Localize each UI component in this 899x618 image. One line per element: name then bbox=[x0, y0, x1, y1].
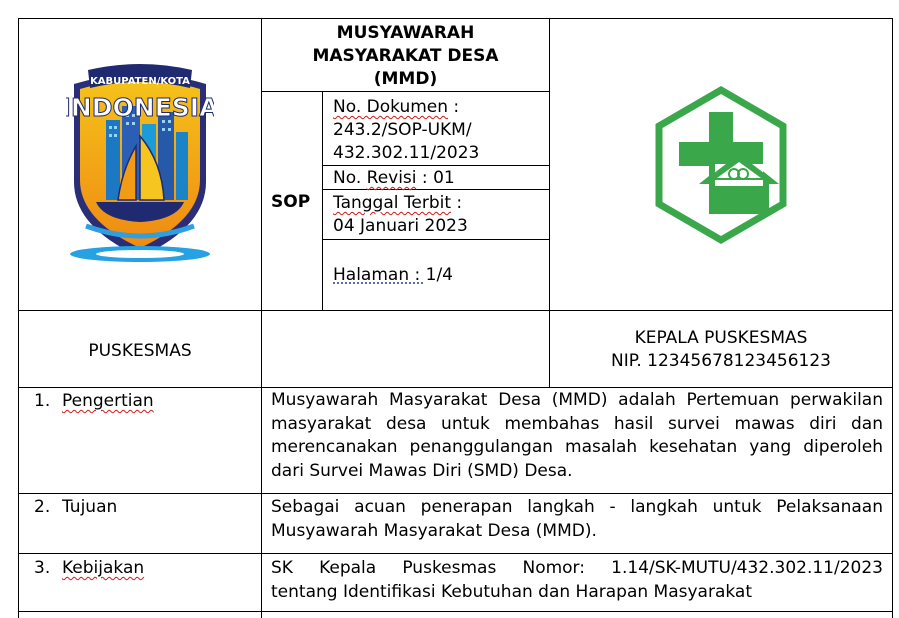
page-colon: : bbox=[409, 265, 426, 285]
section-3-text bbox=[271, 557, 883, 604]
puskesmas-emblem-icon bbox=[651, 84, 791, 246]
document-number-label-text: No. Dokumen bbox=[333, 97, 449, 117]
signature-bottom-divider bbox=[18, 387, 893, 388]
svg-text:INDONESIA: INDONESIA bbox=[66, 93, 214, 122]
header-bottom-divider bbox=[18, 310, 893, 311]
document-number-value-line-2: 432.302.11/2023 bbox=[333, 143, 480, 163]
head-nip: NIP. 12345678123456123 bbox=[610, 351, 831, 371]
meta-divider-2 bbox=[322, 189, 550, 190]
puskesmas-name: PUSKESMAS bbox=[88, 341, 192, 361]
sop-label: SOP bbox=[271, 192, 311, 212]
head-title: KEPALA PUSKESMAS bbox=[634, 328, 808, 348]
section-1-line-2: masyarakat desa untuk membahas hasil survei mawas diri dan bbox=[271, 413, 883, 434]
section-2-bottom-divider bbox=[18, 553, 893, 554]
column-divider-1 bbox=[261, 18, 262, 618]
section-3-number: 3. bbox=[34, 558, 51, 578]
page-label bbox=[333, 265, 426, 285]
document-number-value-line-1: 243.2/SOP-UKM/ bbox=[333, 120, 472, 140]
issue-date-label-text: Tanggal Terbit bbox=[333, 193, 452, 213]
section-1-bottom-divider bbox=[18, 493, 893, 494]
section-1-line-3: merencanakan penanggulangan masalah kesehatan yang diperoleh bbox=[271, 437, 883, 457]
revision-colon: : bbox=[416, 168, 434, 188]
revision-label: Revisi bbox=[366, 168, 417, 188]
issue-date-label bbox=[333, 192, 462, 214]
document-title-line-2: MASYARAKAT DESA bbox=[312, 46, 499, 66]
revision-label-prefix: No. bbox=[333, 168, 367, 188]
puskesmas-logo bbox=[651, 84, 791, 246]
page-label-text: Halaman bbox=[333, 265, 410, 285]
section-3-bottom-divider bbox=[18, 611, 893, 612]
title-row-divider bbox=[261, 91, 550, 92]
table-border-left bbox=[18, 18, 19, 618]
section-3-line-1: SK Kepala Puskesmas Nomor: 1.14/SK-MUTU/432.302.11/2023 bbox=[271, 558, 883, 578]
section-1-text bbox=[271, 389, 883, 483]
meta-divider-3 bbox=[322, 239, 550, 240]
document-title-line-1: MUSYAWARAH bbox=[336, 23, 475, 43]
svg-text:KABUPATEN/KOTA: KABUPATEN/KOTA bbox=[90, 76, 190, 87]
regency-logo bbox=[66, 62, 214, 264]
section-1-number: 1. bbox=[34, 391, 51, 411]
page-value: 1/4 bbox=[425, 265, 453, 285]
section-1-line-4: dari Survei Mawas Diri (SMD) Desa. bbox=[271, 460, 573, 481]
section-2-line-2: Musyawarah Masyarakat Desa (MMD). bbox=[271, 520, 597, 541]
issue-date-value: 04 Januari 2023 bbox=[333, 216, 468, 236]
sop-column-divider bbox=[322, 91, 323, 310]
meta-divider-1 bbox=[322, 165, 550, 166]
document-title-line-3: (MMD) bbox=[373, 69, 438, 89]
section-2-number: 2. bbox=[34, 497, 51, 517]
section-2-text bbox=[271, 496, 883, 543]
section-1-line-1: Musyawarah Masyarakat Desa (MMD) adalah Pertemuan perwakilan bbox=[271, 390, 883, 410]
regency-emblem-icon bbox=[66, 62, 214, 264]
table-border-top bbox=[18, 18, 893, 19]
document-number-label bbox=[333, 96, 459, 118]
revision-value: 01 bbox=[433, 168, 455, 188]
section-3-line-2: tentang Identifikasi Kebutuhan dan Harapan Masyarakat bbox=[271, 581, 753, 602]
section-3-label: Kebijakan bbox=[62, 558, 145, 578]
page-row bbox=[333, 264, 453, 286]
table-border-right bbox=[892, 18, 893, 618]
section-1-label: Pengertian bbox=[62, 391, 154, 411]
document-number-colon: : bbox=[448, 97, 460, 117]
section-2-label: Tujuan bbox=[62, 497, 118, 517]
issue-date-colon: : bbox=[451, 193, 463, 213]
revision-row bbox=[333, 167, 455, 189]
section-2-line-1: Sebagai acuan penerapan langkah - langkah untuk Pelaksanaan bbox=[271, 497, 883, 517]
